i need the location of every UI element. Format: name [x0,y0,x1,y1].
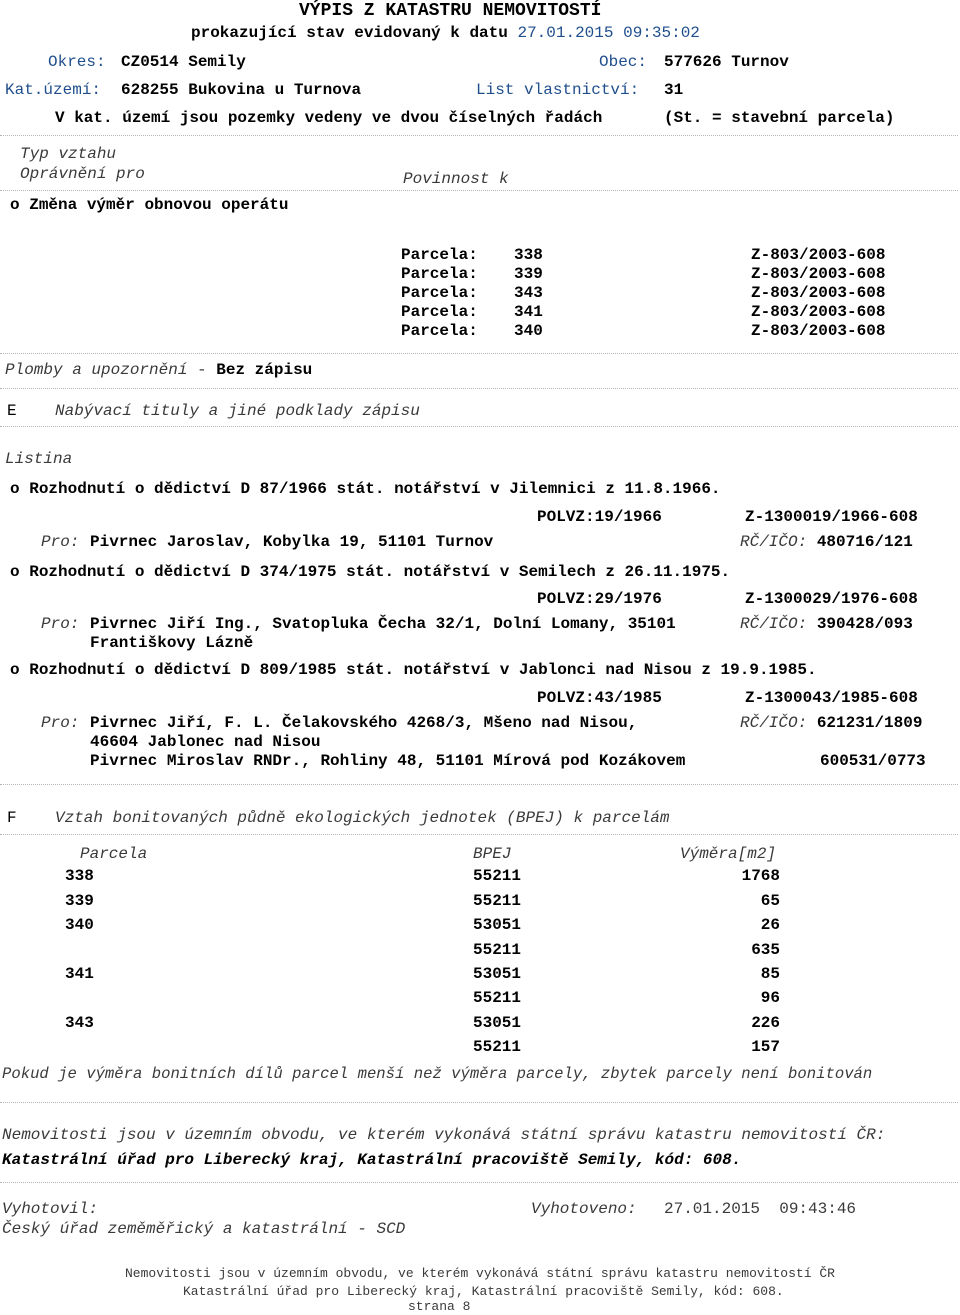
listina-text: Rozhodnutí o dědictví D 809/1985 stát. notářství v Jablonci nad Nisou z 19.9.1985. [29,661,817,679]
obec-label: Obec: [599,53,648,71]
bpej-vymera: 226 [751,1014,780,1032]
listina-ref: Z-1300019/1966-608 [745,508,918,526]
bullet-icon: o [10,661,20,679]
bpej-code: 55211 [473,892,522,910]
rc-value: 480716/121 [816,533,913,551]
bpej-code: 55211 [473,941,522,959]
polvz-number: POLVZ:19/1966 [537,508,662,526]
listina-text: Rozhodnutí o dědictví D 374/1975 stát. notářství v Semilech z 26.11.1975. [29,563,731,581]
vyhotoveno-label: Vyhotoveno: [531,1200,637,1218]
rc-ico [740,615,913,634]
rc-value-2: 600531/0773 [820,752,926,770]
plomby-dash: - [197,361,207,379]
listina-text: Rozhodnutí o dědictví D 87/1966 stát. notářství v Jilemnici z 11.8.1966. [29,480,721,498]
bpej-vymera: 96 [760,989,780,1007]
lv-label: List vlastnictví: [476,81,640,99]
pro-owner: Pivrnec Jiří, F. L. Čelakovského 4268/3, Mšeno nad Nisou, [90,714,638,732]
rc-ico [740,714,922,733]
lv-value: 31 [664,81,684,99]
pro-label: Pro: [41,615,80,633]
typ-vztahu-label: Typ vztahu [20,145,117,163]
parcel-number: 343 [514,284,543,302]
vyhotovil-label: Vyhotovil: [2,1200,99,1218]
bpej-code: 55211 [473,867,522,885]
footer-small-line-1: Nemovitosti jsou v územním obvodu, ve kterém vykonává státní správu katastru nemovitostí ČR [125,1266,835,1281]
pro-owner: Pivrnec Jiří Ing., Svatopluka Čecha 32/1, Dolní Lomany, 35101 [90,615,676,633]
subtitle-date: 27.01.2015 09:35:02 [517,24,700,42]
col-vymera: Výměra[m2] [680,845,777,863]
bpej-parcela: 338 [65,867,94,885]
divider [0,388,958,389]
bpej-vymera: 26 [760,916,780,934]
pro-owner: Pivrnec Jaroslav, Kobylka 19, 51101 Turnov [90,533,494,551]
bpej-vymera: 157 [751,1038,780,1056]
rc-label: RČ/IČO: [740,615,808,633]
obec-value: 577626 Turnov [664,53,789,71]
bullet-icon: o [10,563,20,581]
listina-ref: Z-1300043/1985-608 [745,689,918,707]
parcel-number: 341 [514,303,543,321]
parcel-ref: Z-803/2003-608 [751,322,886,340]
bpej-vymera: 1768 [741,867,780,885]
pro-owner-cont: Františkovy Lázně [90,634,254,652]
change-item [10,196,288,215]
plomby-line [5,361,312,380]
change-text: Změna výměr obnovou operátu [29,196,289,214]
rc-ico [740,533,913,552]
pro-label: Pro: [41,714,80,732]
divider [0,1102,958,1103]
nemovitosti-note: Nemovitosti jsou v územním obvodu, ve kterém vykonává státní správu katastru nemovitostí ČR: [2,1126,886,1144]
bpej-parcela: 339 [65,892,94,910]
parcel-ref: Z-803/2003-608 [751,303,886,321]
footer-small-line-2: Katastrální úřad pro Liberecký kraj, Katastrální pracoviště Semily, kód: 608. [183,1284,784,1299]
pro-label: Pro: [41,533,80,551]
bpej-parcela: 340 [65,916,94,934]
pro-owner-2: Pivrnec Miroslav RNDr., Rohliny 48, 51101 Mírová pod Kozákovem [90,752,686,770]
parcel-ref: Z-803/2003-608 [751,284,886,302]
parcel-number: 338 [514,246,543,264]
section-f-letter: F [7,809,17,827]
page-number: strana 8 [408,1299,471,1314]
listina-label: Listina [5,450,73,468]
parcel-label: Parcela: [401,265,478,283]
section-f-title: Vztah bonitovaných půdně ekologických jednotek (BPEJ) k parcelám [55,809,670,827]
section-e-title: Nabývací tituly a jiné podklady zápisu [55,402,420,420]
parcel-label: Parcela: [401,303,478,321]
polvz-number: POLVZ:29/1976 [537,590,662,608]
parcel-label: Parcela: [401,322,478,340]
povinnost-k-label: Povinnost k [403,170,509,188]
divider [0,1182,958,1183]
section-e-letter: E [7,402,17,420]
listina-item [10,480,721,499]
parcel-number: 339 [514,265,543,283]
divider [0,784,958,785]
divider [0,135,958,136]
listina-item [10,661,817,680]
parcel-ref: Z-803/2003-608 [751,246,886,264]
rc-label: RČ/IČO: [740,533,808,551]
bpej-parcela: 343 [65,1014,94,1032]
urad-name: Katastrální úřad pro Liberecký kraj, Katastrální pracoviště Semily, kód: 608. [2,1151,742,1169]
bpej-vymera: 635 [751,941,780,959]
bpej-code: 53051 [473,916,522,934]
bpej-vymera: 65 [760,892,780,910]
header-note-stavebni: (St. = stavební parcela) [664,109,895,127]
document-title: VÝPIS Z KATASTRU NEMOVITOSTÍ [299,1,602,21]
plomby-value: Bez zápisu [216,361,313,379]
subtitle-text: prokazující stav evidovaný k datu [191,24,508,42]
parcel-ref: Z-803/2003-608 [751,265,886,283]
divider [0,353,958,354]
bullet-icon: o [10,480,20,498]
bpej-parcela: 341 [65,965,94,983]
okres-label: Okres: [48,53,106,71]
bullet-icon: o [10,196,20,214]
divider [0,190,958,191]
bpej-note: Pokud je výměra bonitních dílů parcel menší než výměra parcely, zbytek parcely není bonitován [2,1065,873,1083]
bpej-code: 53051 [473,1014,522,1032]
bpej-vymera: 85 [760,965,780,983]
col-parcela: Parcela [80,845,148,863]
rc-value: 621231/1809 [816,714,923,732]
bpej-code: 55211 [473,1038,522,1056]
pro-owner-cont: 46604 Jablonec nad Nisou [90,733,321,751]
okres-value: CZ0514 Semily [121,53,246,71]
document-subtitle [191,24,700,43]
listina-ref: Z-1300029/1976-608 [745,590,918,608]
parcel-number: 340 [514,322,543,340]
rc-value: 390428/093 [816,615,913,633]
vyhotovil-value: Český úřad zeměměřický a katastrální - SCD [2,1220,406,1238]
katuzemi-label: Kat.území: [5,81,102,99]
listina-item [10,563,730,582]
plomby-label: Plomby a upozornění [5,361,188,379]
polvz-number: POLVZ:43/1985 [537,689,662,707]
opravneni-pro-label: Oprávnění pro [20,165,145,183]
bpej-code: 53051 [473,965,522,983]
katuzemi-value: 628255 Bukovina u Turnova [121,81,362,99]
divider [0,834,958,835]
parcel-label: Parcela: [401,246,478,264]
vyhotoveno-value: 27.01.2015 09:43:46 [664,1200,857,1218]
parcel-label: Parcela: [401,284,478,302]
divider [0,426,958,427]
rc-label: RČ/IČO: [740,714,808,732]
col-bpej: BPEJ [473,845,512,863]
header-note: V kat. území jsou pozemky vedeny ve dvou číselných řadách [55,109,603,127]
bpej-code: 55211 [473,989,522,1007]
